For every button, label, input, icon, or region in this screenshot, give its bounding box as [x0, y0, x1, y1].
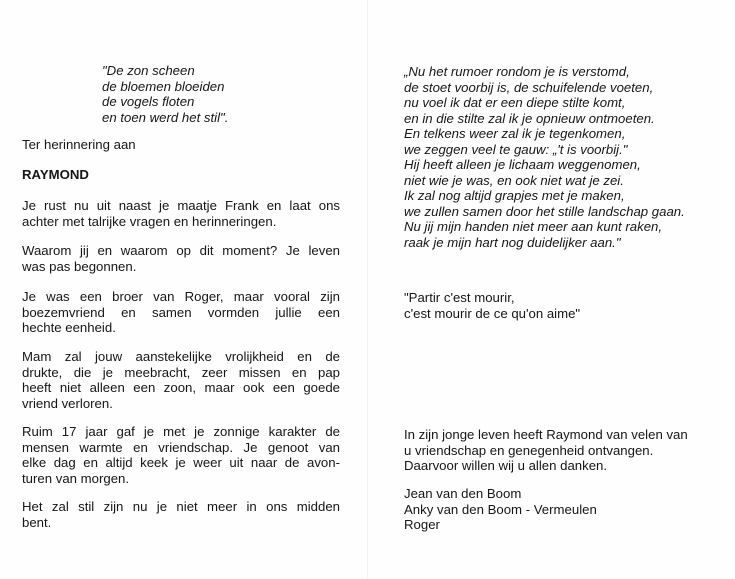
- paragraph-line: Ruim 17 jaar gaf je met je zonnige karakter de: [22, 424, 340, 439]
- poem-line: we zullen samen door het stille landschap gaan.: [404, 203, 685, 219]
- paragraph-5: [22, 424, 340, 486]
- poem-line: en toen werd het stil".: [102, 109, 229, 125]
- paragraph-line: Waarom jij en waarom op dit moment? Je leven: [22, 243, 340, 258]
- paragraph-line: turen van morgen.: [22, 470, 130, 486]
- name-text: RAYMOND: [22, 167, 89, 182]
- paragraph-line: hechte eenheid.: [22, 320, 116, 335]
- farewell-poem: [404, 64, 685, 250]
- paragraph-line: Je was een broer van Roger, maar vooral zijn: [22, 289, 340, 304]
- signer-name: Roger: [404, 517, 440, 532]
- opening-poem: [102, 63, 228, 125]
- paragraph-line: achter met talrijke vragen en herinneringen.: [22, 213, 277, 229]
- poem-line: en in die stilte zal ik je opnieuw ontmoeten.: [404, 110, 655, 126]
- paragraph-line: mensen warmte en vriendschap. Je genoot van: [22, 439, 340, 455]
- fold-line: [367, 0, 368, 579]
- poem-line: de stoet voorbij is, de schuifelende voeten,: [404, 79, 654, 95]
- paragraph-line: Je rust nu uit naast je maatje Frank en laat ons: [22, 198, 340, 213]
- poem-line: we zeggen veel te gauw: „'t is voorbij.": [404, 141, 628, 157]
- paragraph-2: [22, 243, 340, 274]
- poem-line: Ik zal nog altijd grapjes met je maken,: [404, 188, 625, 203]
- paragraph-4: [22, 349, 340, 411]
- poem-line: niet wie je was, en ook niet wat je zei.: [404, 172, 624, 188]
- signer-name: Jean van den Boom: [404, 486, 522, 501]
- thanks-line: Daarvoor willen wij u allen danken.: [404, 458, 608, 473]
- signer-name: Anky van den Boom - Vermeulen: [404, 501, 597, 517]
- poem-line: de vogels floten: [102, 94, 195, 109]
- thanks-line: u vriendschap en genegenheid ontvangen.: [404, 442, 654, 458]
- poem-line: raak je mijn hart nog duidelijker aan.": [404, 234, 621, 250]
- poem-line: En telkens weer zal ik je tegenkomen,: [404, 126, 626, 141]
- remembrance-intro: [22, 137, 136, 153]
- paragraph-line: heeft niet alleen een zoon, maar ook een goede: [22, 380, 340, 395]
- paragraph-3: [22, 289, 340, 336]
- poem-line: „Nu het rumoer rondom je is verstomd,: [404, 64, 630, 79]
- thank-you-text: [404, 427, 688, 474]
- poem-line: de bloemen bloeiden: [102, 78, 225, 94]
- poem-line: "De zon scheen: [102, 63, 195, 78]
- quote-line: "Partir c'est mourir,: [404, 290, 515, 305]
- quote-line: c'est mourir de ce qu'on aime": [404, 305, 581, 321]
- paragraph-line: drukte, die je meebracht, zeer missen en pap: [22, 364, 340, 380]
- paragraph-1: [22, 198, 340, 229]
- paragraph-line: Mam zal jouw aanstekelijke vrolijkheid en de: [22, 349, 340, 364]
- intro-text: Ter herinnering aan: [22, 137, 136, 152]
- poem-line: nu voel ik dat er een diepe stilte komt,: [404, 95, 626, 110]
- poem-line: Hij heeft alleen je lichaam weggenomen,: [404, 157, 641, 172]
- paragraph-line: vriend verloren.: [22, 395, 113, 411]
- paragraph-line: boezemvriend en samen vormden jullie een: [22, 304, 340, 320]
- paragraph-line: bent.: [22, 514, 52, 530]
- thanks-line: In zijn jonge leven heeft Raymond van velen van: [404, 427, 688, 442]
- paragraph-line: elke dag en altijd keek je weer uit naar de avon-: [22, 455, 340, 470]
- deceased-name: [22, 167, 89, 183]
- paragraph-line: was pas begonnen.: [22, 258, 137, 274]
- french-quote: [404, 290, 580, 321]
- paragraph-line: Het zal stil zijn nu je niet meer in ons midden: [22, 499, 340, 514]
- family-signatures: [404, 486, 597, 533]
- poem-line: Nu jij mijn handen niet meer aan kunt raken,: [404, 219, 663, 234]
- paragraph-6: [22, 499, 340, 530]
